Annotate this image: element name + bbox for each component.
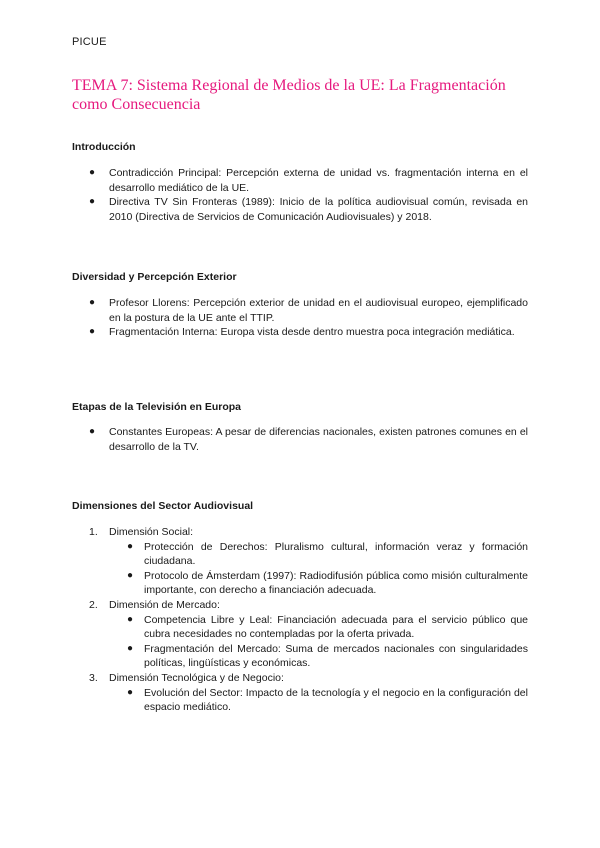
sub-list-item xyxy=(109,642,528,671)
bullet-icon: ● xyxy=(127,540,134,552)
bullet-icon: ● xyxy=(89,326,96,338)
page-header: PICUE xyxy=(72,36,107,48)
list-item-text: Evolución del Sector: Impacto de la tecnología y el negocio en la configuración del espacio mediático. xyxy=(144,686,528,714)
bullet-icon: ● xyxy=(89,426,96,437)
numbered-item-label: Dimensión Tecnológica y de Negocio: xyxy=(109,671,284,684)
list-item-text: Protocolo de Ámsterdam (1997): Radiodifusión pública como misión culturalmente importante, con derecho a financiación adecuada. xyxy=(144,569,528,597)
sub-list-item xyxy=(109,613,528,642)
item-number: 3. xyxy=(89,671,98,684)
numbered-item xyxy=(72,525,528,598)
bullet-icon: ● xyxy=(127,686,134,698)
list-item xyxy=(72,425,528,454)
stages-list xyxy=(72,425,528,454)
section-heading-dimensions: Dimensiones del Sector Audiovisual xyxy=(72,500,254,512)
sub-list xyxy=(109,613,528,671)
sub-list-item xyxy=(109,686,528,715)
list-item xyxy=(72,296,528,325)
list-item xyxy=(72,325,528,340)
sub-list-item xyxy=(109,540,528,569)
list-item xyxy=(72,195,528,224)
bullet-icon: ● xyxy=(127,642,134,654)
bullet-icon: ● xyxy=(127,569,134,581)
list-item-text: Fragmentación del Mercado: Suma de mercados nacionales con singularidades políticas, lingüísticas y económicas. xyxy=(144,642,528,670)
list-item-text: Fragmentación Interna: Europa vista desde dentro muestra poca integración mediática. xyxy=(109,326,515,339)
list-item-text: Contradicción Principal: Percepción externa de unidad vs. fragmentación interna en el desarrollo mediático de la UE. xyxy=(109,167,528,194)
item-number: 2. xyxy=(89,598,98,611)
list-item-text: Directiva TV Sin Fronteras (1989): Inicio de la política audiovisual común, revisada en 2010 (Directiva de Servicios de Comunicación Audiovisuales) y 2018. xyxy=(109,196,528,223)
sub-list-item xyxy=(109,569,528,598)
page-title: TEMA 7: Sistema Regional de Medios de la UE: La Fragmentación como Consecuencia xyxy=(72,77,506,113)
bullet-icon: ● xyxy=(127,613,134,625)
sub-list xyxy=(109,540,528,598)
intro-list xyxy=(72,166,528,224)
list-item-text: Constantes Europeas: A pesar de diferencias nacionales, existen patrones comunes en el desarrollo de la TV. xyxy=(109,426,528,453)
list-item-text: Profesor Llorens: Percepción exterior de unidad en el audiovisual europeo, ejemplificado en la postura de la UE ante el TTIP. xyxy=(109,297,528,324)
bullet-icon: ● xyxy=(89,167,96,178)
bullet-icon: ● xyxy=(89,196,96,208)
bullet-icon: ● xyxy=(89,297,96,308)
list-item-text: Protección de Derechos: Pluralismo cultural, información veraz y formación ciudadana. xyxy=(144,540,528,568)
item-number: 1. xyxy=(89,526,98,538)
diversity-list xyxy=(72,296,528,340)
numbered-item xyxy=(72,598,528,671)
numbered-item-label: Dimensión Social: xyxy=(109,526,194,538)
section-heading-diversity: Diversidad y Percepción Exterior xyxy=(72,271,237,283)
list-item xyxy=(72,166,528,195)
section-heading-stages: Etapas de la Televisión en Europa xyxy=(72,401,242,413)
numbered-item-label: Dimensión de Mercado: xyxy=(109,598,220,611)
dimensions-list xyxy=(72,525,528,715)
list-item-text: Competencia Libre y Leal: Financiación adecuada para el servicio público que cubra necesidades no contempladas por la oferta privada. xyxy=(144,613,528,641)
section-heading-intro: Introducción xyxy=(72,141,136,153)
numbered-item xyxy=(72,671,528,715)
sub-list xyxy=(109,686,528,715)
